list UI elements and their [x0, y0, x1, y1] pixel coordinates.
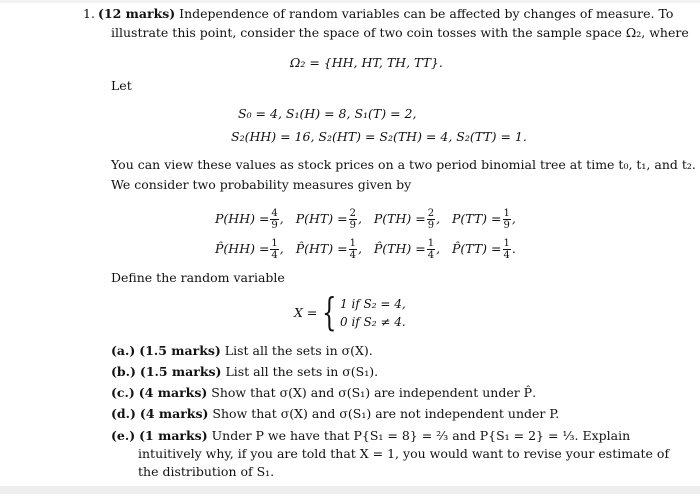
prob-P-TH: P(TH) = $\frac{2}{9}$ , — [373, 208, 441, 231]
problem-marks: (12 marks) — [98, 6, 176, 21]
prob-P-row — [215, 208, 516, 231]
sample-space-equation: Ω₂ = {HH, HT, TH, TT}. — [290, 55, 443, 70]
problem-number: 1. — [83, 6, 95, 21]
stock-equation-1: S₀ = 4, S₁(H) = 8, S₁(T) = 2, — [238, 106, 417, 121]
cut-off-text-line — [130, 489, 610, 494]
let-label: Let — [111, 78, 132, 93]
view-line-1: You can view these values as stock prices on a two period binomial tree at time t₀, t₁, and t₂. — [111, 157, 696, 172]
intro-text-1: Independence of random variables can be affected by changes of measure. To — [179, 6, 674, 21]
prob-Phat-HT: P̂(HT) = $\frac{1}{4}$ , — [295, 238, 362, 261]
prob-P-HH: P(HH) = $\frac{4}{9}$ , — [215, 208, 284, 231]
problem-intro-line1 — [98, 8, 673, 21]
prob-Phat-TT: P̂(TT) = $\frac{1}{4}$ . — [451, 238, 516, 261]
prob-Phat-HH: P̂(HH) = $\frac{1}{4}$ , — [215, 238, 284, 261]
prob-P-HT: P(HT) = $\frac{2}{9}$ , — [295, 208, 362, 231]
view-line-2: We consider two probability measures given by — [111, 177, 412, 192]
stock-equation-2: S₂(HH) = 16, S₂(HT) = S₂(TH) = 4, S₂(TT) = 1. — [231, 129, 527, 144]
problem-intro-line2: illustrate this point, consider the space of two coin tosses with the sample space Ω₂, where — [111, 25, 689, 40]
prob-Phat-TH: P̂(TH) = $\frac{1}{4}$ , — [373, 238, 441, 261]
X-case-1: 1 if S₂ = 4, — [340, 297, 406, 311]
part-d: (d.) (4 marks) Show that σ(X) and σ(S₁) are not independent under P. — [111, 406, 560, 421]
part-c: (c.) (4 marks) Show that σ(X) and σ(S₁) are independent under P̂. — [111, 385, 537, 400]
top-edge — [0, 0, 700, 3]
part-e-line2: intuitively why, if you are told that X = 1, you would want to revise your estimate of — [138, 446, 670, 461]
define-line: Define the random variable — [111, 270, 285, 285]
part-e-line3: the distribution of S₁. — [138, 464, 275, 479]
part-a: (a.) (1.5 marks) List all the sets in σ(X). — [111, 343, 373, 358]
X-lhs: X = — [294, 305, 318, 320]
left-brace: { — [322, 290, 337, 334]
prob-Phat-row — [215, 238, 516, 261]
X-case-2: 0 if S₂ ≠ 4. — [340, 315, 406, 329]
part-b: (b.) (1.5 marks) List all the sets in σ(S₁). — [111, 364, 379, 379]
part-e: (e.) (1 marks) Under P we have that P{S₁ = 8} = ⅔ and P{S₁ = 2} = ⅓. Explain — [111, 428, 631, 443]
prob-P-TT: P(TT) = $\frac{1}{9}$ , — [451, 208, 516, 231]
